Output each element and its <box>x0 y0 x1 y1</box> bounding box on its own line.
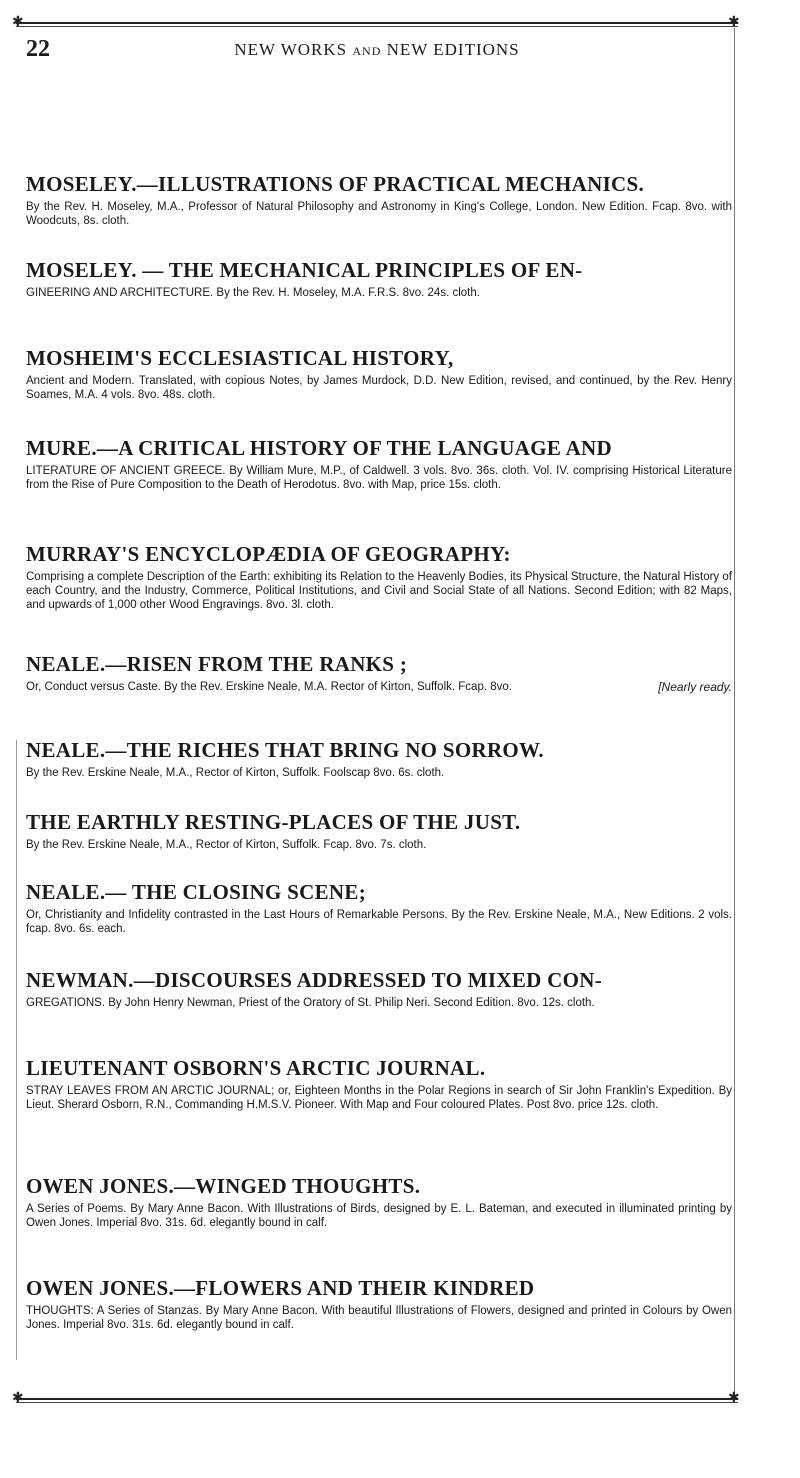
right-border-line <box>734 28 735 1400</box>
asterisk-ornament-icon: ✱ <box>12 15 24 30</box>
entry-body: LITERATURE OF ANCIENT GREECE. By William Mure, M.P., of Caldwell. 3 vols. 8vo. 36s. cloth. Vol. IV. comprising Historical Literature from the Rise of Pure Composition to the Death of Herodotus. 8vo. with Map, price 15s. cloth. <box>26 465 732 491</box>
entry-title: MOSELEY.—ILLUSTRATIONS OF PRACTICAL MECHANICS. <box>26 172 645 196</box>
availability-note: [Nearly ready. <box>658 680 732 694</box>
entry-title: MOSHEIM'S ECCLESIASTICAL HISTORY, <box>26 346 454 370</box>
asterisk-ornament-icon: ✱ <box>728 1391 740 1406</box>
entry-body: Comprising a complete Description of the Earth: exhibiting its Relation to the Heavenly Bodies, its Physical Structure, the Natural History of each Country, and the Industry, Commerce, Political Institutions, and Civil and Social State of all Nations. Second Edition; with 82 Maps, and upwards of 1,000 other Wood Engravings. 8vo. 3l. cloth. <box>26 571 732 611</box>
catalogue-entry <box>26 1056 732 1112</box>
entry-body: Ancient and Modern. Translated, with copious Notes, by James Murdock, D.D. New Edition, revised, and continued, by the Rev. Henry Soames, M.A. 4 vols. 8vo. 48s. cloth. <box>26 375 732 401</box>
entry-body: By the Rev. H. Moseley, M.A., Professor of Natural Philosophy and Astronomy in King's College, London. New Edition. Fcap. 8vo. with Woodcuts, 8s. cloth. <box>26 201 732 227</box>
entry-body: By the Rev. Erskine Neale, M.A., Rector of Kirton, Suffolk. Foolscap 8vo. 6s. cloth. <box>26 767 445 779</box>
entry-title: NEWMAN.—DISCOURSES ADDRESSED TO MIXED CON- <box>26 968 603 992</box>
entry-title: NEALE.—THE RICHES THAT BRING NO SORROW. <box>26 738 544 762</box>
catalogue-entry <box>26 968 732 1010</box>
catalogue-entry <box>26 346 732 402</box>
catalogue-entry <box>26 652 732 694</box>
page-header <box>16 36 738 64</box>
catalogue-entry <box>26 436 732 492</box>
entry-body: Or, Conduct versus Caste. By the Rev. Erskine Neale, M.A. Rector of Kirton, Suffolk. Fcap. 8vo. [Nearly ready. <box>26 680 732 694</box>
catalogue-entry <box>26 1174 732 1230</box>
entry-body: STRAY LEAVES FROM AN ARCTIC JOURNAL; or, Eighteen Months in the Polar Regions in search of Sir John Franklin's Expedition. By Lieut. Sherard Osborn, R.N., Commanding H.M.S.V. Pioneer. With Map and Four coloured Plates. Post 8vo. price 12s. cloth. <box>26 1085 732 1111</box>
entry-body: THOUGHTS: A Series of Stanzas. By Mary Anne Bacon. With beautiful Illustrations of Flowers, designed and printed in Colours by Owen Jones. Imperial 8vo. 31s. 6d. elegantly bound in calf. <box>26 1305 732 1331</box>
running-title: NEW WORKS AND NEW EDITIONS <box>234 40 520 59</box>
entry-title: MOSELEY. — THE MECHANICAL PRINCIPLES OF EN- <box>26 258 583 282</box>
entry-body: Or, Christianity and Infidelity contrasted in the Last Hours of Remarkable Persons. By the Rev. Erskine Neale, M.A., New Editions. 2 vols. fcap. 8vo. 6s. each. <box>26 909 732 935</box>
catalogue-entry <box>26 738 732 780</box>
entry-title: THE EARTHLY RESTING-PLACES OF THE JUST. <box>26 810 521 834</box>
entry-body: A Series of Poems. By Mary Anne Bacon. With Illustrations of Birds, designed by E. L. Bateman, and executed in illuminated printing by Owen Jones. Imperial 8vo. 31s. 6d. elegantly bound in calf. <box>26 1203 732 1229</box>
catalogue-entry <box>26 172 732 228</box>
entry-body: GINEERING AND ARCHITECTURE. By the Rev. H. Moseley, M.A. F.R.S. 8vo. 24s. cloth. <box>26 287 480 299</box>
entry-title: OWEN JONES.—WINGED THOUGHTS. <box>26 1174 421 1198</box>
catalogue-entry <box>26 542 732 612</box>
catalogue-entry <box>26 1276 732 1332</box>
asterisk-ornament-icon: ✱ <box>728 15 740 30</box>
entry-title: OWEN JONES.—FLOWERS AND THEIR KINDRED <box>26 1276 535 1300</box>
entry-title: MURE.—A CRITICAL HISTORY OF THE LANGUAGE AND <box>26 436 612 460</box>
left-border-line <box>16 740 17 1360</box>
entry-title: NEALE.— THE CLOSING SCENE; <box>26 880 366 904</box>
entry-body: By the Rev. Erskine Neale, M.A., Rector of Kirton, Suffolk. Fcap. 8vo. 7s. cloth. <box>26 839 427 851</box>
entry-body: GREGATIONS. By John Henry Newman, Priest of the Oratory of St. Philip Neri. Second Edition. 8vo. 12s. cloth. <box>26 997 595 1009</box>
catalogue-entry <box>26 880 732 936</box>
top-double-rule <box>16 22 738 27</box>
asterisk-ornament-icon: ✱ <box>12 1391 24 1406</box>
catalogue-entry <box>26 258 732 300</box>
page-number: 22 <box>26 36 50 62</box>
entry-title: MURRAY'S ENCYCLOPÆDIA OF GEOGRAPHY: <box>26 542 511 566</box>
entry-title: NEALE.—RISEN FROM THE RANKS ; <box>26 652 408 676</box>
catalogue-entry <box>26 810 732 852</box>
bottom-double-rule <box>16 1398 738 1403</box>
catalogue-page <box>12 0 740 1420</box>
entry-title: LIEUTENANT OSBORN'S ARCTIC JOURNAL. <box>26 1056 486 1080</box>
